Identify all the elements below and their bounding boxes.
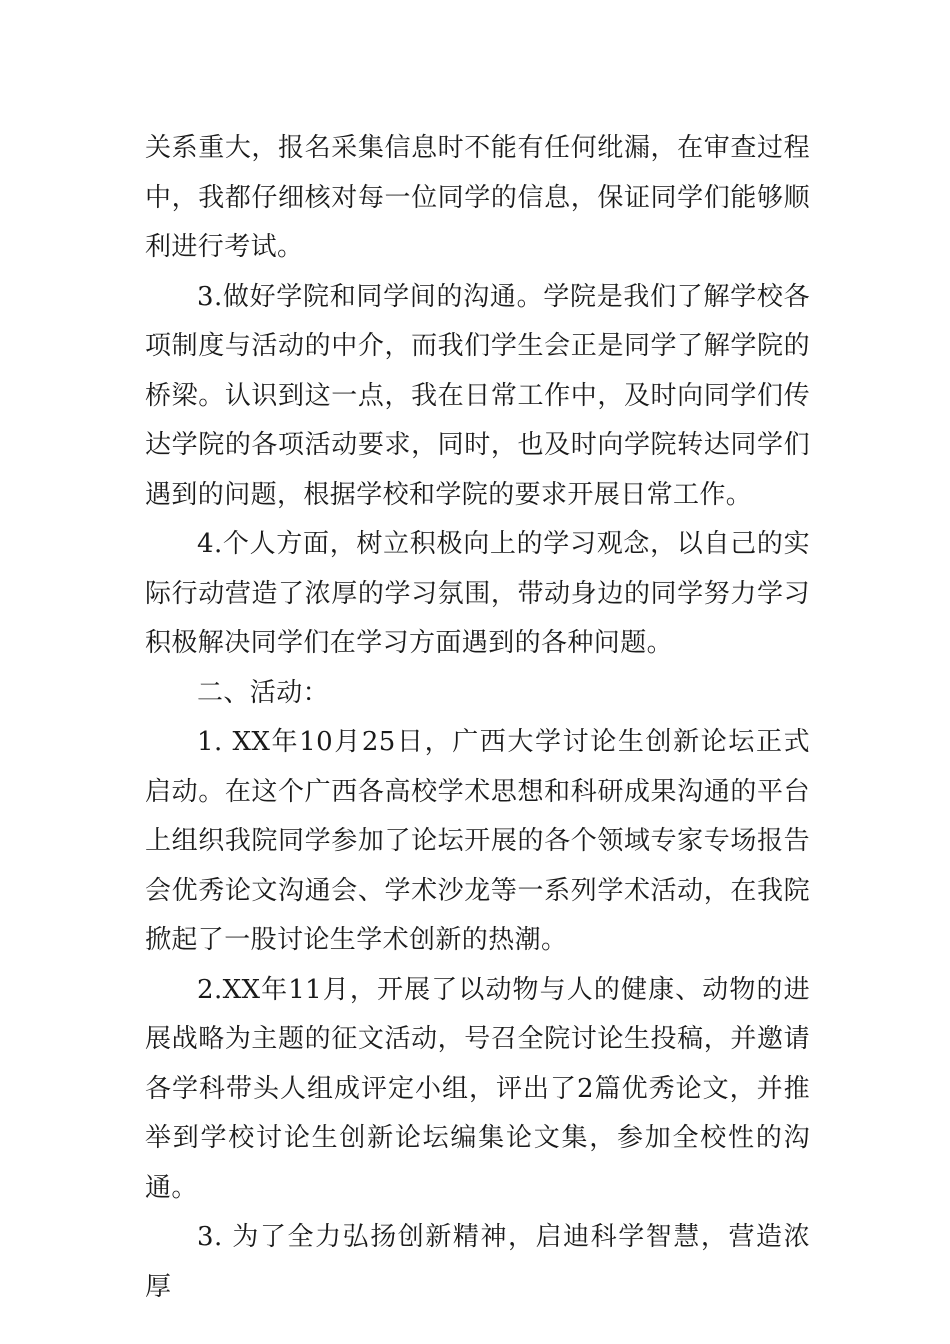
paragraph-5: 2.XX年11月，开展了以动物与人的健康、动物的进展战略为主题的征文活动，号召全院讨论生投稿，并邀请各学科带头人组成评定小组，评出了2篇优秀论文，并推举到学校讨论生创新论坛编集论文集，参加全校性的沟通。 <box>145 974 810 1203</box>
paragraph-3: 4.个人方面，树立积极向上的学习观念，以自己的实际行动营造了浓厚的学习氛围，带动身边的同学努力学习积极解决同学们在学习方面遇到的各种问题。 <box>145 529 810 658</box>
section-heading-activities: 二、活动： <box>197 677 330 708</box>
paragraph-6: 3. 为了全力弘扬创新精神，启迪科学智慧，营造浓厚 <box>145 1222 810 1302</box>
paragraph-1: 关系重大，报名采集信息时不能有任何纰漏，在审查过程中，我都仔细核对每一位同学的信息，保证同学们能够顺利进行考试。 <box>145 133 810 262</box>
paragraph-2: 3.做好学院和同学间的沟通。学院是我们了解学校各项制度与活动的中介，而我们学生会正是同学了解学院的桥梁。认识到这一点，我在日常工作中，及时向同学们传达学院的各项活动要求，同时，也及时向学院转达同学们遇到的问题，根据学校和学院的要求开展日常工作。 <box>145 281 810 510</box>
paragraph-4: 1. XX年10月25日，广西大学讨论生创新论坛正式启动。在这个广西各高校学术思想和科研成果沟通的平台上组织我院同学参加了论坛开展的各个领域专家专场报告会优秀论文沟通会、学术沙龙等一系列学术活动，在我院掀起了一股讨论生学术创新的热潮。 <box>145 727 810 955</box>
document-body <box>145 124 810 1312</box>
